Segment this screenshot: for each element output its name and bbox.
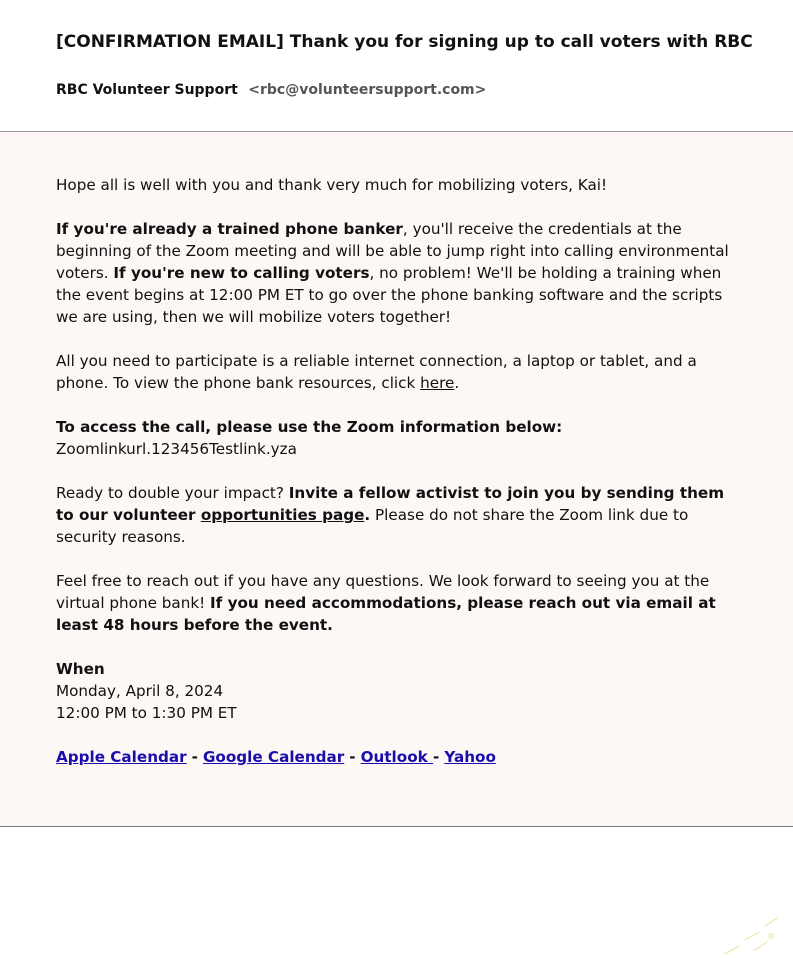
event-time: 12:00 PM to 1:30 PM ET xyxy=(56,704,237,722)
questions-text: Feel free to reach out if you have any questions. We look forward to seeing you at the virtual phone bank! xyxy=(56,572,710,612)
calendar-separator: - xyxy=(349,748,356,766)
greeting-paragraph: Hope all is well with you and thank very much for mobilizing voters, Kai! xyxy=(56,176,608,194)
opportunities-link[interactable]: opportunities page xyxy=(200,506,365,524)
accommodations-bold: If you need accommodations, please reach out via email at least 48 hours before the event. xyxy=(56,594,716,634)
when-label: When xyxy=(56,660,105,678)
questions-paragraph xyxy=(56,570,746,636)
sender-email[interactable]: <rbc@volunteersupport.com> xyxy=(248,82,487,98)
footer-divider xyxy=(0,826,793,827)
resources-link[interactable]: here xyxy=(420,374,455,392)
outlook-calendar-link[interactable]: Outlook xyxy=(360,748,434,766)
calendar-separator: - xyxy=(191,748,198,766)
invite-paragraph xyxy=(56,482,746,548)
new-caller-text: , no problem! We'll be holding a training when the event begins at 12:00 PM ET to go over the phone banking software and the scripts we are using, then we will mobilize voters together! xyxy=(56,264,723,326)
requirements-end: . xyxy=(454,374,460,392)
requirements-text: All you need to participate is a reliable internet connection, a laptop or tablet, and a phone. To view the phone bank resources, click xyxy=(56,352,697,392)
invite-lead: Ready to double your impact? xyxy=(56,484,289,502)
requirements-paragraph xyxy=(56,350,746,394)
email-subject: [CONFIRMATION EMAIL] Thank you for signing up to call voters with RBC xyxy=(56,32,753,52)
event-date: Monday, April 8, 2024 xyxy=(56,682,224,700)
trained-banker-bold: If you're already a trained phone banker xyxy=(56,220,403,238)
email-body xyxy=(0,132,793,826)
yahoo-calendar-link[interactable]: Yahoo xyxy=(444,748,496,766)
zoom-paragraph xyxy=(56,416,746,460)
decorative-sparkle-icon xyxy=(715,912,785,958)
zoom-link[interactable]: Zoomlinkurl.123456Testlink.yza xyxy=(56,440,297,458)
when-block xyxy=(56,658,746,724)
zoom-heading: To access the call, please use the Zoom information below: xyxy=(56,418,563,436)
google-calendar-link[interactable]: Google Calendar xyxy=(202,748,345,766)
sender-line xyxy=(56,80,486,100)
invite-bold-end: . xyxy=(364,506,371,524)
calendar-links xyxy=(56,746,496,768)
email-header xyxy=(0,0,793,131)
invite-bold-text: Invite a fellow activist to join you by sending them to our volunteer xyxy=(56,484,725,524)
training-paragraph xyxy=(56,218,746,328)
calendar-separator: - xyxy=(433,748,440,766)
sender-name[interactable]: RBC Volunteer Support xyxy=(56,82,238,98)
trained-banker-text: , you'll receive the credentials at the beginning of the Zoom meeting and will be able to jump right into calling environmental voters. xyxy=(56,220,729,282)
security-note: Please do not share the Zoom link due to security reasons. xyxy=(56,506,689,546)
new-caller-bold: If you're new to calling voters xyxy=(113,264,370,282)
apple-calendar-link[interactable]: Apple Calendar xyxy=(56,748,187,766)
email-content xyxy=(56,174,746,724)
